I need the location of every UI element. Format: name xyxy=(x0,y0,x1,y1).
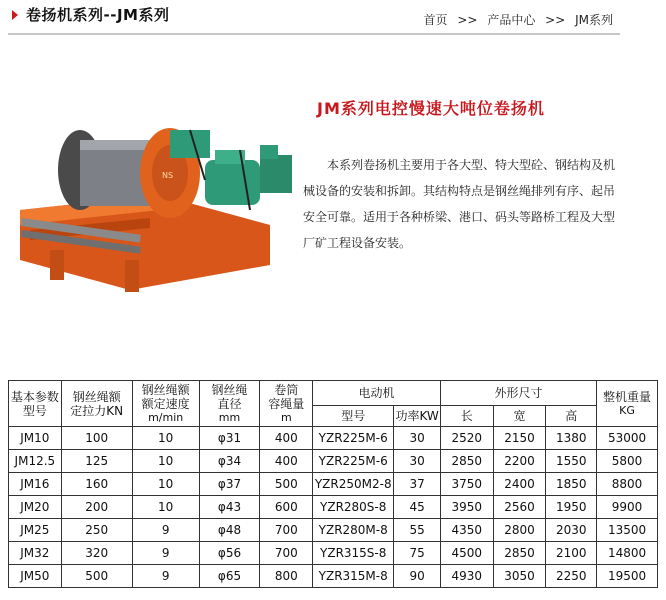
cell-diameter: φ56 xyxy=(199,542,260,565)
table-row xyxy=(9,427,658,450)
cell-speed: 10 xyxy=(132,473,199,496)
breadcrumb-products-link[interactable]: 产品中心 xyxy=(487,13,536,27)
breadcrumb xyxy=(421,11,616,28)
header-line: 直径 xyxy=(217,396,242,411)
header-line: 容绳量 xyxy=(268,396,305,411)
cell-height: 2100 xyxy=(546,542,597,565)
cell-length: 2520 xyxy=(440,427,493,450)
cell-motor-model: YZR315S-8 xyxy=(313,542,394,565)
table-row xyxy=(9,496,658,519)
header-line: 整机重量 xyxy=(603,389,652,404)
header-motor-power: 功率KW xyxy=(394,406,441,427)
cell-weight: 14800 xyxy=(597,542,658,565)
cell-length: 2850 xyxy=(440,450,493,473)
cell-length: 3750 xyxy=(440,473,493,496)
cell-weight: 13500 xyxy=(597,519,658,542)
header-capacity xyxy=(260,381,313,427)
table-row xyxy=(9,565,658,588)
header-model xyxy=(9,381,62,427)
cell-pull: 125 xyxy=(61,450,132,473)
header-line: 卷筒 xyxy=(274,382,299,397)
header-motor-model: 型号 xyxy=(313,406,394,427)
cell-diameter: φ34 xyxy=(199,450,260,473)
cell-speed: 10 xyxy=(132,427,199,450)
cell-capacity: 800 xyxy=(260,565,313,588)
header-line: 基本参数 xyxy=(10,389,59,404)
header-line: 钢丝绳 xyxy=(211,382,248,397)
cell-pull: 200 xyxy=(61,496,132,519)
cell-motor-model: YZR225M-6 xyxy=(313,450,394,473)
table-row xyxy=(9,473,658,496)
cell-width: 2850 xyxy=(493,542,546,565)
cell-motor-power: 30 xyxy=(394,427,441,450)
cell-height: 1950 xyxy=(546,496,597,519)
cell-diameter: φ48 xyxy=(199,519,260,542)
cell-weight: 19500 xyxy=(597,565,658,588)
header-line: 定拉力KN xyxy=(70,403,124,418)
cell-width: 2200 xyxy=(493,450,546,473)
header-diameter xyxy=(199,381,260,427)
table-row xyxy=(9,519,658,542)
cell-motor-power: 30 xyxy=(394,450,441,473)
cell-motor-power: 75 xyxy=(394,542,441,565)
header-line: m xyxy=(280,410,292,424)
page-header xyxy=(0,0,666,36)
header-divider xyxy=(8,33,620,35)
header-motor: 电动机 xyxy=(313,381,441,406)
cell-weight: 5800 xyxy=(597,450,658,473)
header-line: KG xyxy=(619,403,635,417)
cell-length: 4350 xyxy=(440,519,493,542)
header-weight xyxy=(597,381,658,427)
cell-height: 2250 xyxy=(546,565,597,588)
header-dimensions: 外形尺寸 xyxy=(440,381,596,406)
cell-diameter: φ37 xyxy=(199,473,260,496)
cell-width: 2150 xyxy=(493,427,546,450)
cell-length: 4930 xyxy=(440,565,493,588)
cell-model: JM16 xyxy=(9,473,62,496)
breadcrumb-current[interactable]: JM系列 xyxy=(575,13,613,27)
svg-text:NS: NS xyxy=(162,171,174,180)
cell-motor-model: YZR280S-8 xyxy=(313,496,394,519)
table-row xyxy=(9,450,658,473)
header-height: 高 xyxy=(546,406,597,427)
cell-capacity: 700 xyxy=(260,519,313,542)
cell-motor-model: YZR280M-8 xyxy=(313,519,394,542)
header-line: m/min xyxy=(148,410,184,424)
cell-height: 1380 xyxy=(546,427,597,450)
cell-capacity: 600 xyxy=(260,496,313,519)
header-line: 钢丝绳额 xyxy=(72,389,121,404)
product-title: JM系列电控慢速大吨位卷扬机 xyxy=(317,99,545,118)
header-pull xyxy=(61,381,132,427)
table-row xyxy=(9,542,658,565)
cell-model: JM10 xyxy=(9,427,62,450)
header-line: 型号 xyxy=(22,403,47,418)
cell-weight: 8800 xyxy=(597,473,658,496)
breadcrumb-separator: >> xyxy=(545,13,566,27)
cell-pull: 320 xyxy=(61,542,132,565)
cell-speed: 10 xyxy=(132,496,199,519)
parameter-table xyxy=(8,380,658,588)
product-description: 本系列卷扬机主要用于各大型、特大型砼、钢结构及机械设备的安装和拆卸。其结构特点是钢丝绳排列有序、起吊安全可靠。适用于各种桥梁、港口、码头等路桥工程及大型厂矿工程设备安装。 xyxy=(303,158,616,250)
cell-capacity: 700 xyxy=(260,542,313,565)
cell-speed: 10 xyxy=(132,450,199,473)
cell-capacity: 500 xyxy=(260,473,313,496)
breadcrumb-separator: >> xyxy=(457,13,478,27)
cell-motor-power: 45 xyxy=(394,496,441,519)
cell-model: JM20 xyxy=(9,496,62,519)
cell-motor-power: 55 xyxy=(394,519,441,542)
header-length: 长 xyxy=(440,406,493,427)
header-line: 额定速度 xyxy=(141,396,190,411)
cell-width: 3050 xyxy=(493,565,546,588)
cell-pull: 160 xyxy=(61,473,132,496)
cell-length: 3950 xyxy=(440,496,493,519)
table-body xyxy=(9,427,658,588)
cell-width: 2800 xyxy=(493,519,546,542)
cell-motor-model: YZR250M2-8 xyxy=(313,473,394,496)
cell-motor-model: YZR315M-8 xyxy=(313,565,394,588)
red-arrow-icon xyxy=(12,10,18,20)
header-speed xyxy=(132,381,199,427)
cell-capacity: 400 xyxy=(260,427,313,450)
cell-capacity: 400 xyxy=(260,450,313,473)
cell-diameter: φ31 xyxy=(199,427,260,450)
cell-model: JM25 xyxy=(9,519,62,542)
cell-pull: 500 xyxy=(61,565,132,588)
cell-speed: 9 xyxy=(132,565,199,588)
cell-length: 4500 xyxy=(440,542,493,565)
cell-speed: 9 xyxy=(132,519,199,542)
cell-height: 1850 xyxy=(546,473,597,496)
cell-model: JM32 xyxy=(9,542,62,565)
cell-weight: 53000 xyxy=(597,427,658,450)
breadcrumb-home-link[interactable]: 首页 xyxy=(423,13,448,27)
cell-pull: 100 xyxy=(61,427,132,450)
cell-width: 2560 xyxy=(493,496,546,519)
cell-pull: 250 xyxy=(61,519,132,542)
cell-height: 1550 xyxy=(546,450,597,473)
header-line: mm xyxy=(218,410,241,424)
cell-speed: 9 xyxy=(132,542,199,565)
cell-diameter: φ65 xyxy=(199,565,260,588)
cell-height: 2030 xyxy=(546,519,597,542)
cell-motor-model: YZR225M-6 xyxy=(313,427,394,450)
cell-diameter: φ43 xyxy=(199,496,260,519)
cell-model: JM50 xyxy=(9,565,62,588)
page-title: 卷扬机系列--JM系列 xyxy=(26,6,170,24)
cell-motor-power: 90 xyxy=(394,565,441,588)
winch-machine-image xyxy=(10,100,300,310)
cell-motor-power: 37 xyxy=(394,473,441,496)
header-width: 宽 xyxy=(493,406,546,427)
cell-model: JM12.5 xyxy=(9,450,62,473)
cell-width: 2400 xyxy=(493,473,546,496)
cell-weight: 9900 xyxy=(597,496,658,519)
header-line: 钢丝绳额 xyxy=(141,382,190,397)
